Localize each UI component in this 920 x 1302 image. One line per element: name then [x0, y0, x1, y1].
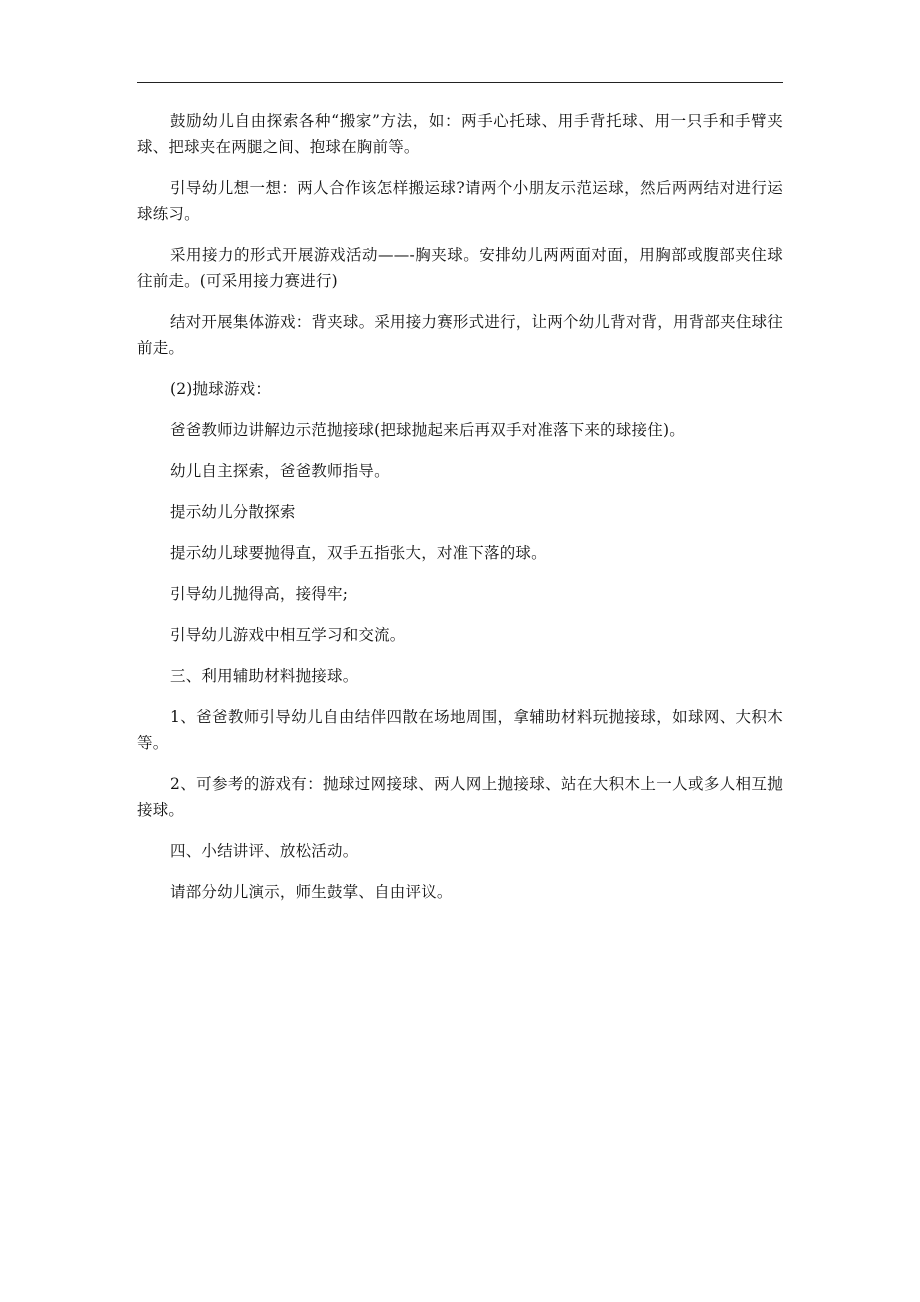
- document-body: [137, 108, 783, 920]
- paragraph: 引导幼儿想一想：两人合作该怎样搬运球?请两个小朋友示范运球，然后两两结对进行运球练习。: [137, 179, 783, 223]
- paragraph: 提示幼儿球要抛得直，双手五指张大，对准下落的球。: [170, 544, 547, 562]
- header-rule: [137, 82, 783, 83]
- paragraph: 四、小结讲评、放松活动。: [170, 842, 359, 860]
- paragraph: 2、可参考的游戏有：抛球过网接球、两人网上抛接球、站在大积木上一人或多人相互抛接球。: [137, 775, 783, 819]
- paragraph: 三、利用辅助材料抛接球。: [170, 667, 359, 685]
- paragraph: 鼓励幼儿自由探索各种“搬家”方法，如：两手心托球、用手背托球、用一只手和手臂夹球、把球夹在两腿之间、抱球在胸前等。: [137, 112, 783, 156]
- paragraph: 爸爸教师边讲解边示范抛接球(把球抛起来后再双手对准落下来的球接住)。: [170, 421, 685, 439]
- paragraph: 采用接力的形式开展游戏活动——-胸夹球。安排幼儿两两面对面，用胸部或腹部夹住球往前走。(可采用接力赛进行): [137, 246, 783, 290]
- paragraph: (2)抛球游戏：: [170, 380, 272, 398]
- paragraph: 结对开展集体游戏：背夹球。采用接力赛形式进行，让两个幼儿背对背，用背部夹住球往前走。: [137, 313, 783, 357]
- paragraph: 1、爸爸教师引导幼儿自由结伴四散在场地周围，拿辅助材料玩抛接球，如球网、大积木等。: [137, 708, 783, 752]
- paragraph: 请部分幼儿演示，师生鼓掌、自由评议。: [170, 883, 453, 901]
- paragraph: 引导幼儿游戏中相互学习和交流。: [170, 626, 406, 644]
- paragraph: 引导幼儿抛得高，接得牢;: [170, 585, 349, 603]
- paragraph: 幼儿自主探索，爸爸教师指导。: [170, 462, 390, 480]
- paragraph: 提示幼儿分散探索: [170, 503, 296, 521]
